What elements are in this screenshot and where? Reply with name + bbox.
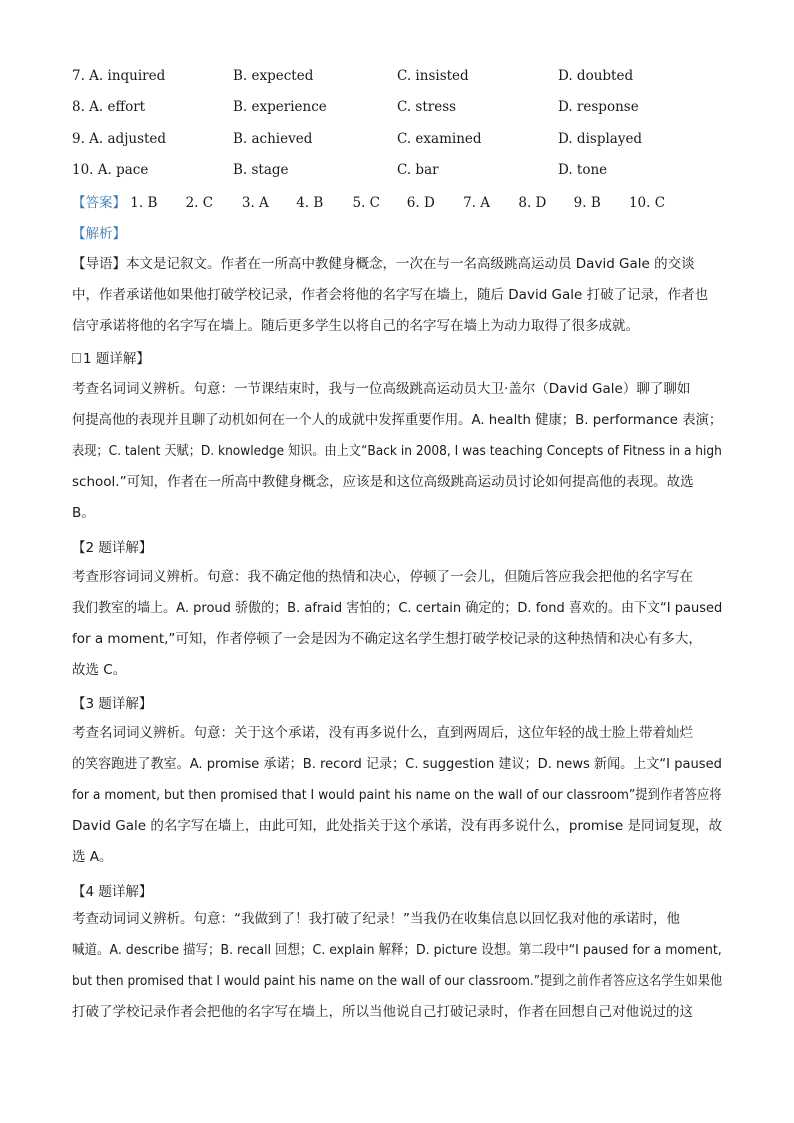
answer-item: 7. A	[463, 195, 490, 211]
answer-item: 2. C	[185, 195, 214, 211]
option-b: B. experience	[233, 99, 327, 115]
option-a: 8. A. effort	[72, 99, 146, 115]
option-a: 7. A. inquired	[72, 68, 166, 84]
option-row	[72, 131, 732, 151]
section-paragraph	[72, 718, 722, 873]
text-line: 选 A。	[72, 849, 113, 865]
answer-item: 5. C	[352, 195, 380, 211]
option-a: 10. A. pace	[72, 162, 149, 178]
text-line: 考查名词词义辨析。句意：一节课结束时，我与一位高级跳高运动员大卫·盖尔（David Gale）聊了聊如	[72, 381, 691, 397]
answer-item: 10. C	[628, 195, 666, 211]
text-line: 考查名词词义辨析。句意：关于这个承诺，没有再多说什么，直到两周后，这位年轻的战士脸上带着灿烂	[72, 725, 693, 741]
text-line: 考查形容词词义辨析。句意：我不确定他的热情和决心，停顿了一会儿，但随后答应我会把他的名字写在	[72, 569, 693, 585]
option-b: B. expected	[233, 68, 314, 84]
answer-item: 4. B	[296, 195, 324, 211]
option-row	[72, 162, 732, 182]
option-d: D. tone	[558, 162, 608, 178]
image-placeholder-icon	[72, 353, 81, 363]
text-line: school.”可知，作者在一所高中教健身概念，应该是和这位高级跳高运动员讨论如何提高他的表现。故选	[72, 474, 694, 490]
text-line: 信守承诺将他的名字写在墙上。随后更多学生以将自己的名字写在墙上为动力取得了很多成就。	[72, 318, 639, 334]
option-c: C. bar	[397, 162, 439, 178]
option-d: D. displayed	[558, 131, 643, 147]
section-heading: 【3 题详解】	[72, 696, 153, 712]
text-line: 中，作者承诺他如果他打破学校记录，作者会将他的名字写在墙上，随后 David Gale 打破了记录，作者也	[72, 287, 709, 303]
section-heading	[72, 347, 150, 367]
section-paragraph	[72, 562, 722, 686]
section-heading-text: 1 题详解】	[83, 351, 150, 367]
option-row	[72, 99, 732, 119]
text-line: 【导语】本文是记叙文。作者在一所高中教健身概念，一次在与一名高级跳高运动员 David Gale 的交谈	[72, 256, 695, 272]
analysis-heading: 【解析】	[72, 226, 126, 242]
answer-item: 8. D	[518, 195, 547, 211]
option-a: 9. A. adjusted	[72, 131, 167, 147]
text-line: 的笑容跑进了教室。A. promise 承诺；B. record 记录；C. suggestion 建议；D. news 新闻。上文“I paused	[72, 756, 722, 772]
text-line: 打破了学校记录作者会把他的名字写在墙上，所以当他说自己打破记录时，作者在回想自己对他说过的这	[72, 1004, 693, 1020]
option-row	[72, 68, 732, 88]
option-d: D. response	[558, 99, 639, 115]
text-line: 喊道。A. describe 描写；B. recall 回想；C. explain 解释；D. picture 设想。第二段中“I paused for a moment,	[72, 942, 722, 958]
text-line: 何提高他的表现并且聊了动机如何在一个人的成就中发挥重要作用。A. health 健康；B. performance 表演；	[72, 412, 723, 428]
text-line: 我们教室的墙上。A. proud 骄傲的；B. afraid 害怕的；C. certain 确定的；D. fond 喜欢的。由下文“I paused	[72, 600, 723, 616]
section-heading: 【2 题详解】	[72, 540, 153, 556]
answer-key	[72, 191, 665, 211]
text-line: 故选 C。	[72, 662, 127, 678]
answer-item: 9. B	[573, 195, 601, 211]
text-line: David Gale 的名字写在墙上，由此可知，此处指关于这个承诺，没有再多说什么，promise 是同词复现，故	[72, 818, 722, 834]
option-c: C. examined	[397, 131, 482, 147]
text-line: 考查动词词义辨析。句意：“我做到了！我打破了纪录！”当我仍在收集信息以回忆我对他的承诺时，他	[72, 911, 680, 927]
text-line: B。	[72, 505, 95, 521]
text-line: for a moment,”可知，作者停顿了一会是因为不确定这名学生想打破学校记录的这种热情和决心有多大，	[72, 631, 702, 647]
answer-item: 1. B	[130, 195, 158, 211]
answer-label: 【答案】	[72, 195, 126, 211]
option-b: B. stage	[233, 162, 289, 178]
text-line: for a moment, but then promised that I would paint his name on the wall of our classroom”提到作者答应将	[72, 787, 722, 803]
section-paragraph	[72, 374, 722, 529]
answer-item: 3. A	[241, 195, 269, 211]
option-b: B. achieved	[233, 131, 313, 147]
option-d: D. doubted	[558, 68, 634, 84]
option-c: C. stress	[397, 99, 457, 115]
text-line: but then promised that I would paint his name on the wall of our classroom.”提到之前作者答应这名学生如果他	[72, 973, 723, 989]
intro-paragraph	[72, 249, 722, 342]
option-c: C. insisted	[397, 68, 469, 84]
text-line: 表现；C. talent 天赋；D. knowledge 知识。由上文“Back in 2008, I was teaching Concepts of Fitness in a high	[72, 443, 722, 459]
section-heading: 【4 题详解】	[72, 884, 153, 900]
section-paragraph	[72, 904, 722, 1028]
answer-item: 6. D	[406, 195, 435, 211]
